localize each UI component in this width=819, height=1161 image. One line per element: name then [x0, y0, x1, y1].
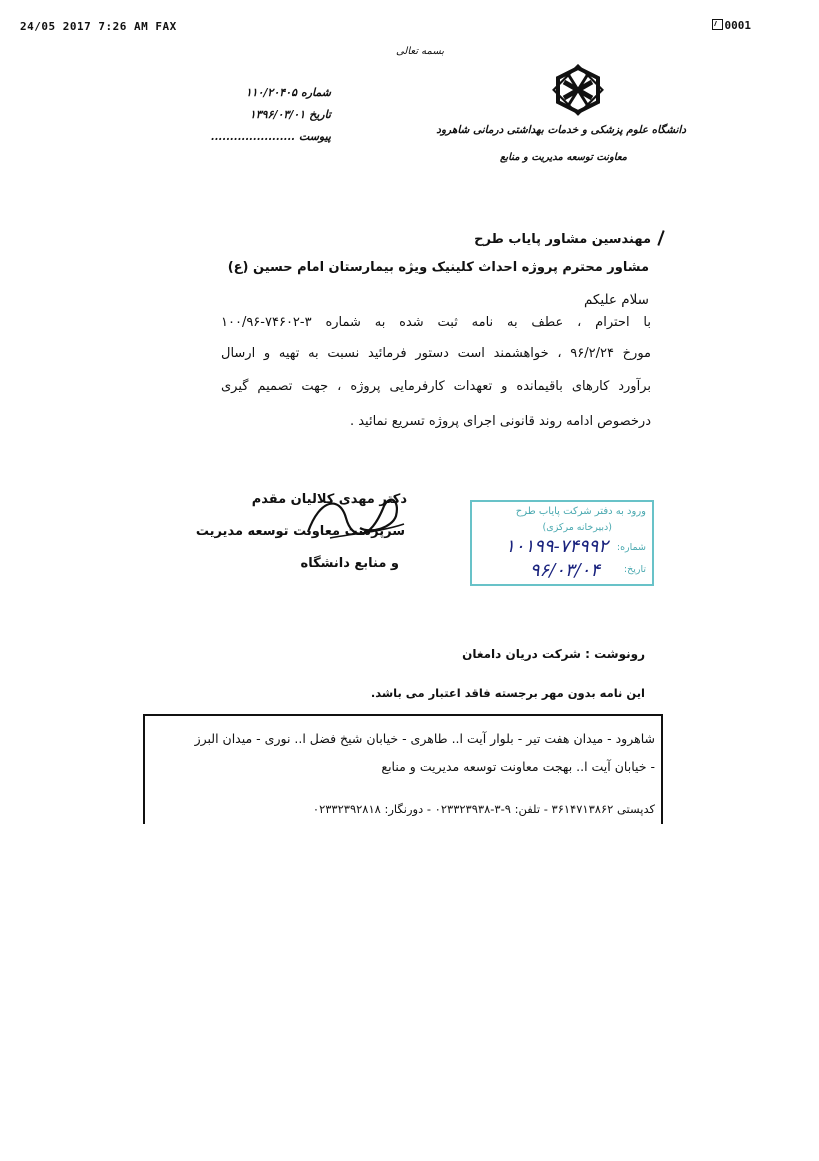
validity-note: این نامه بدون مهر برجسته فاقد اعتبار می باشد.	[370, 686, 645, 700]
footer-address-line: - خیابان آیت ا.. بهجت معاونت توسعه مدیریت و منابع	[381, 759, 655, 774]
body-line: با احترام ، عطف به نامه ثبت شده به شماره ۳-۷۴۶۰۲-۱۰۰/۹۶	[221, 315, 651, 330]
recipient-company: مهندسین مشاور پایاب طرح	[474, 232, 651, 247]
stamp-number-label: شماره:	[616, 542, 646, 553]
signatory-name: دکتر مهدی کلالیان مقدم	[251, 492, 407, 507]
received-stamp	[470, 500, 654, 586]
signatory-org: و منابع دانشگاه	[300, 556, 399, 571]
footer-address-line: شاهرود - میدان هفت تیر - بلوار آیت ا.. طاهری - خیابان شیخ فضل ا.. نوری - میدان البرز	[194, 731, 655, 746]
signature-scribble-icon	[300, 488, 410, 548]
university-emblem-icon	[552, 64, 604, 116]
fax-page-icon	[712, 19, 723, 30]
body-line: مورخ ۹۶/۲/۲۴ ، خواهشمند است دستور فرمائید نسبت به تهیه و ارسال	[221, 346, 652, 361]
letter-date	[250, 108, 331, 121]
invocation: بسمه تعالی	[395, 46, 445, 57]
stamp-date-label: تاریخ:	[623, 564, 646, 575]
fax-page-value: 0001	[724, 19, 751, 32]
letter-attachment	[211, 130, 331, 143]
department-name: معاونت توسعه مدیریت و منابع	[500, 152, 627, 163]
stamp-subtitle: (دبیرخانه مرکزی)	[542, 522, 612, 533]
fax-page-number	[712, 19, 752, 32]
greeting: سلام علیکم	[583, 292, 649, 308]
stamp-title: ورود به دفتر شرکت پایاب طرح	[515, 506, 646, 517]
letter-date-value: ۱۳۹۶/۰۳/۰۱	[249, 108, 306, 121]
body-line: برآورد کارهای باقیمانده و تعهدات کارفرمایی پروژه ، جهت تصمیم گیری	[221, 379, 651, 394]
university-name: دانشگاه علوم پزشکی و خدمات بهداشتی درمانی شاهرود	[436, 124, 686, 136]
stamp-number-value: ۱۰۱۹۹-۷۴۹۹۲	[505, 536, 608, 557]
carbon-copy: رونوشت : شرکت دریان دامغان	[462, 647, 645, 661]
address-slash-mark	[657, 230, 664, 246]
letter-number-value: ۱۱۰/۲۰۴۰۵	[245, 86, 297, 99]
footer-contact: کدپستی ۳۶۱۴۷۱۳۸۶۲ - تلفن: ۹-۳-۰۲۳۳۲۳۹۳۸ - دورنگار: ۰۲۳۳۲۳۹۲۸۱۸	[312, 802, 655, 816]
letter-number-label: شماره	[300, 86, 331, 99]
stamp-date-value: ۹۶/۰۳/۰۴	[529, 560, 600, 581]
signatory-title: سرپرست معاونت توسعه مدیریت	[195, 524, 405, 539]
letter-attachment-value: ......................	[210, 130, 295, 143]
letter-date-label: تاریخ	[309, 108, 331, 121]
body-line: درخصوص ادامه روند قانونی اجرای پروژه تسریع نمائید .	[349, 414, 651, 429]
letter-attachment-label: پیوست	[298, 130, 331, 143]
fax-header: 24/05 2017 7:26 AM FAX	[20, 20, 177, 33]
recipient-title: مشاور محترم پروژه احداث کلینیک ویژه بیمارستان امام حسین (ع)	[227, 260, 649, 275]
letter-number	[246, 86, 331, 99]
